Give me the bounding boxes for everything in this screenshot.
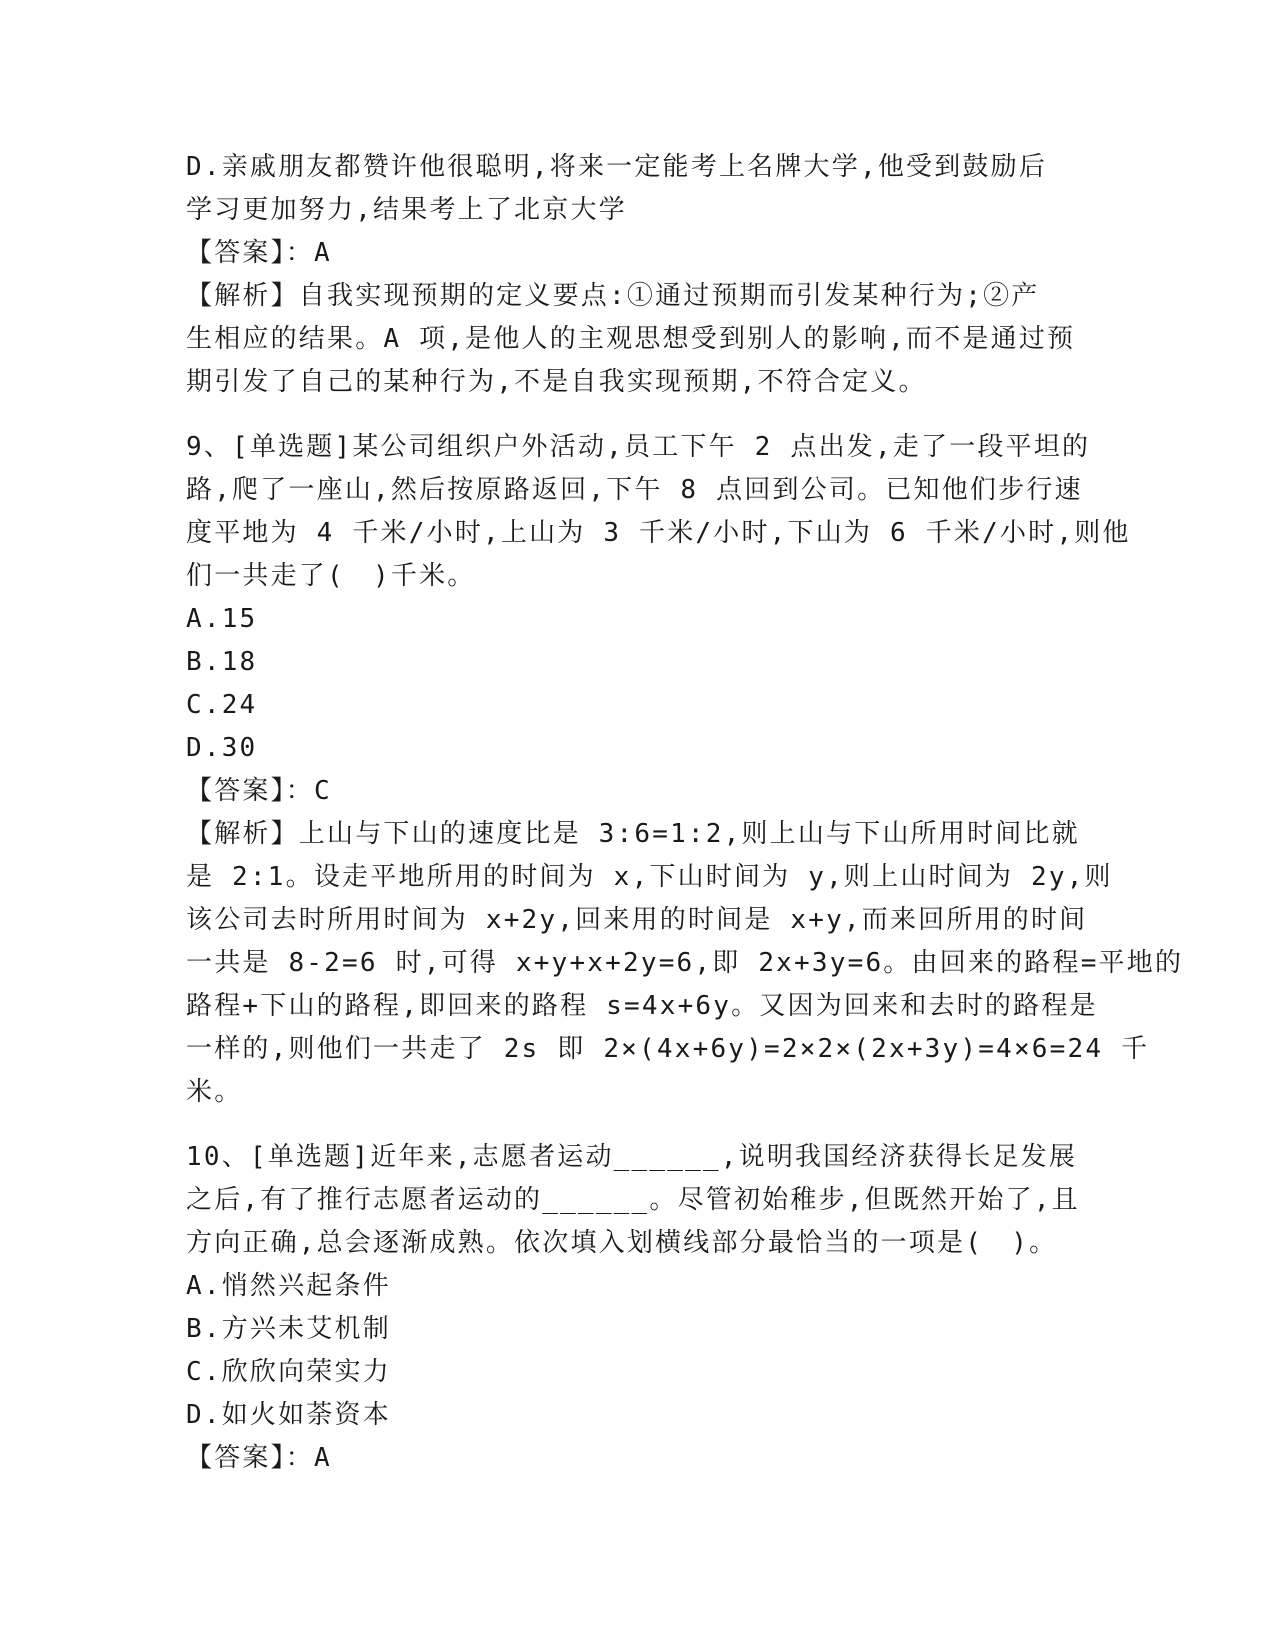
q8-analysis-line2: 生相应的结果。A 项,是他人的主观思想受到别人的影响,而不是通过预	[186, 324, 1076, 354]
q9-option-b: B.18	[186, 647, 258, 677]
q9-stem-line2: 路,爬了一座山,然后按原路返回,下午 8 点回到公司。已知他们步行速	[186, 475, 1083, 505]
document-page	[186, 146, 1184, 1480]
section-gap	[186, 404, 1086, 426]
q9-stem-line3: 度平地为 4 千米/小时,上山为 3 千米/小时,下山为 6 千米/小时,则他	[186, 518, 1131, 548]
question-9	[186, 426, 1184, 1114]
q8-analysis-line1: 【解析】自我实现预期的定义要点:①通过预期而引发某种行为;②产	[186, 281, 1040, 311]
q8-option-d-line1: D.亲戚朋友都赞许他很聪明,将来一定能考上名牌大学,他受到鼓励后	[186, 152, 1048, 182]
q10-stem-line2: 之后,有了推行志愿者运动的______。尽管初始稚步,但既然开始了,且	[186, 1185, 1080, 1215]
q8-analysis-line3: 期引发了自己的某种行为,不是自我实现预期,不符合定义。	[186, 367, 927, 397]
q9-stem-line1: 9、[单选题]某公司组织户外活动,员工下午 2 点出发,走了一段平坦的	[186, 432, 1091, 462]
q10-stem-line1: 10、[单选题]近年来,志愿者运动______,说明我国经济获得长足发展	[186, 1142, 1078, 1172]
q10-option-b: B.方兴未艾机制	[186, 1314, 391, 1344]
q9-analysis-line7: 米。	[186, 1077, 243, 1107]
question-8-tail	[186, 146, 1086, 404]
q10-answer: 【答案】：A	[186, 1443, 332, 1473]
q9-option-d: D.30	[186, 733, 258, 763]
question-10	[186, 1136, 1086, 1480]
q9-answer: 【答案】：C	[186, 776, 332, 806]
q9-option-c: C.24	[186, 690, 258, 720]
q9-analysis-line2: 是 2:1。设走平地所用的时间为 x,下山时间为 y,则上山时间为 2y,则	[186, 862, 1113, 892]
q8-option-d-line2: 学习更加努力,结果考上了北京大学	[186, 195, 627, 225]
section-gap	[186, 1114, 1086, 1136]
q9-stem-line4: 们一共走了( )千米。	[186, 561, 476, 591]
q9-analysis-line4: 一共是 8-2=6 时,可得 x+y+x+2y=6,即 2x+3y=6。由回来的路程=平地的	[186, 948, 1184, 978]
q10-stem-line3: 方向正确,总会逐渐成熟。依次填入划横线部分最恰当的一项是( )。	[186, 1228, 1058, 1258]
q9-analysis-line6: 一样的,则他们一共走了 2s 即 2×(4x+6y)=2×2×(2x+3y)=4×6=24 千	[186, 1034, 1150, 1064]
q10-option-d: D.如火如荼资本	[186, 1400, 391, 1430]
q10-option-a: A.悄然兴起条件	[186, 1271, 391, 1301]
q9-analysis-line3: 该公司去时所用时间为 x+2y,回来用的时间是 x+y,而来回所用的时间	[186, 905, 1088, 935]
q9-analysis-line1: 【解析】上山与下山的速度比是 3:6=1:2,则上山与下山所用时间比就	[186, 819, 1080, 849]
q9-option-a: A.15	[186, 604, 258, 634]
q9-analysis-line5: 路程+下山的路程,即回来的路程 s=4x+6y。又因为回来和去时的路程是	[186, 991, 1098, 1021]
q8-answer: 【答案】：A	[186, 238, 332, 268]
q10-option-c: C.欣欣向荣实力	[186, 1357, 391, 1387]
